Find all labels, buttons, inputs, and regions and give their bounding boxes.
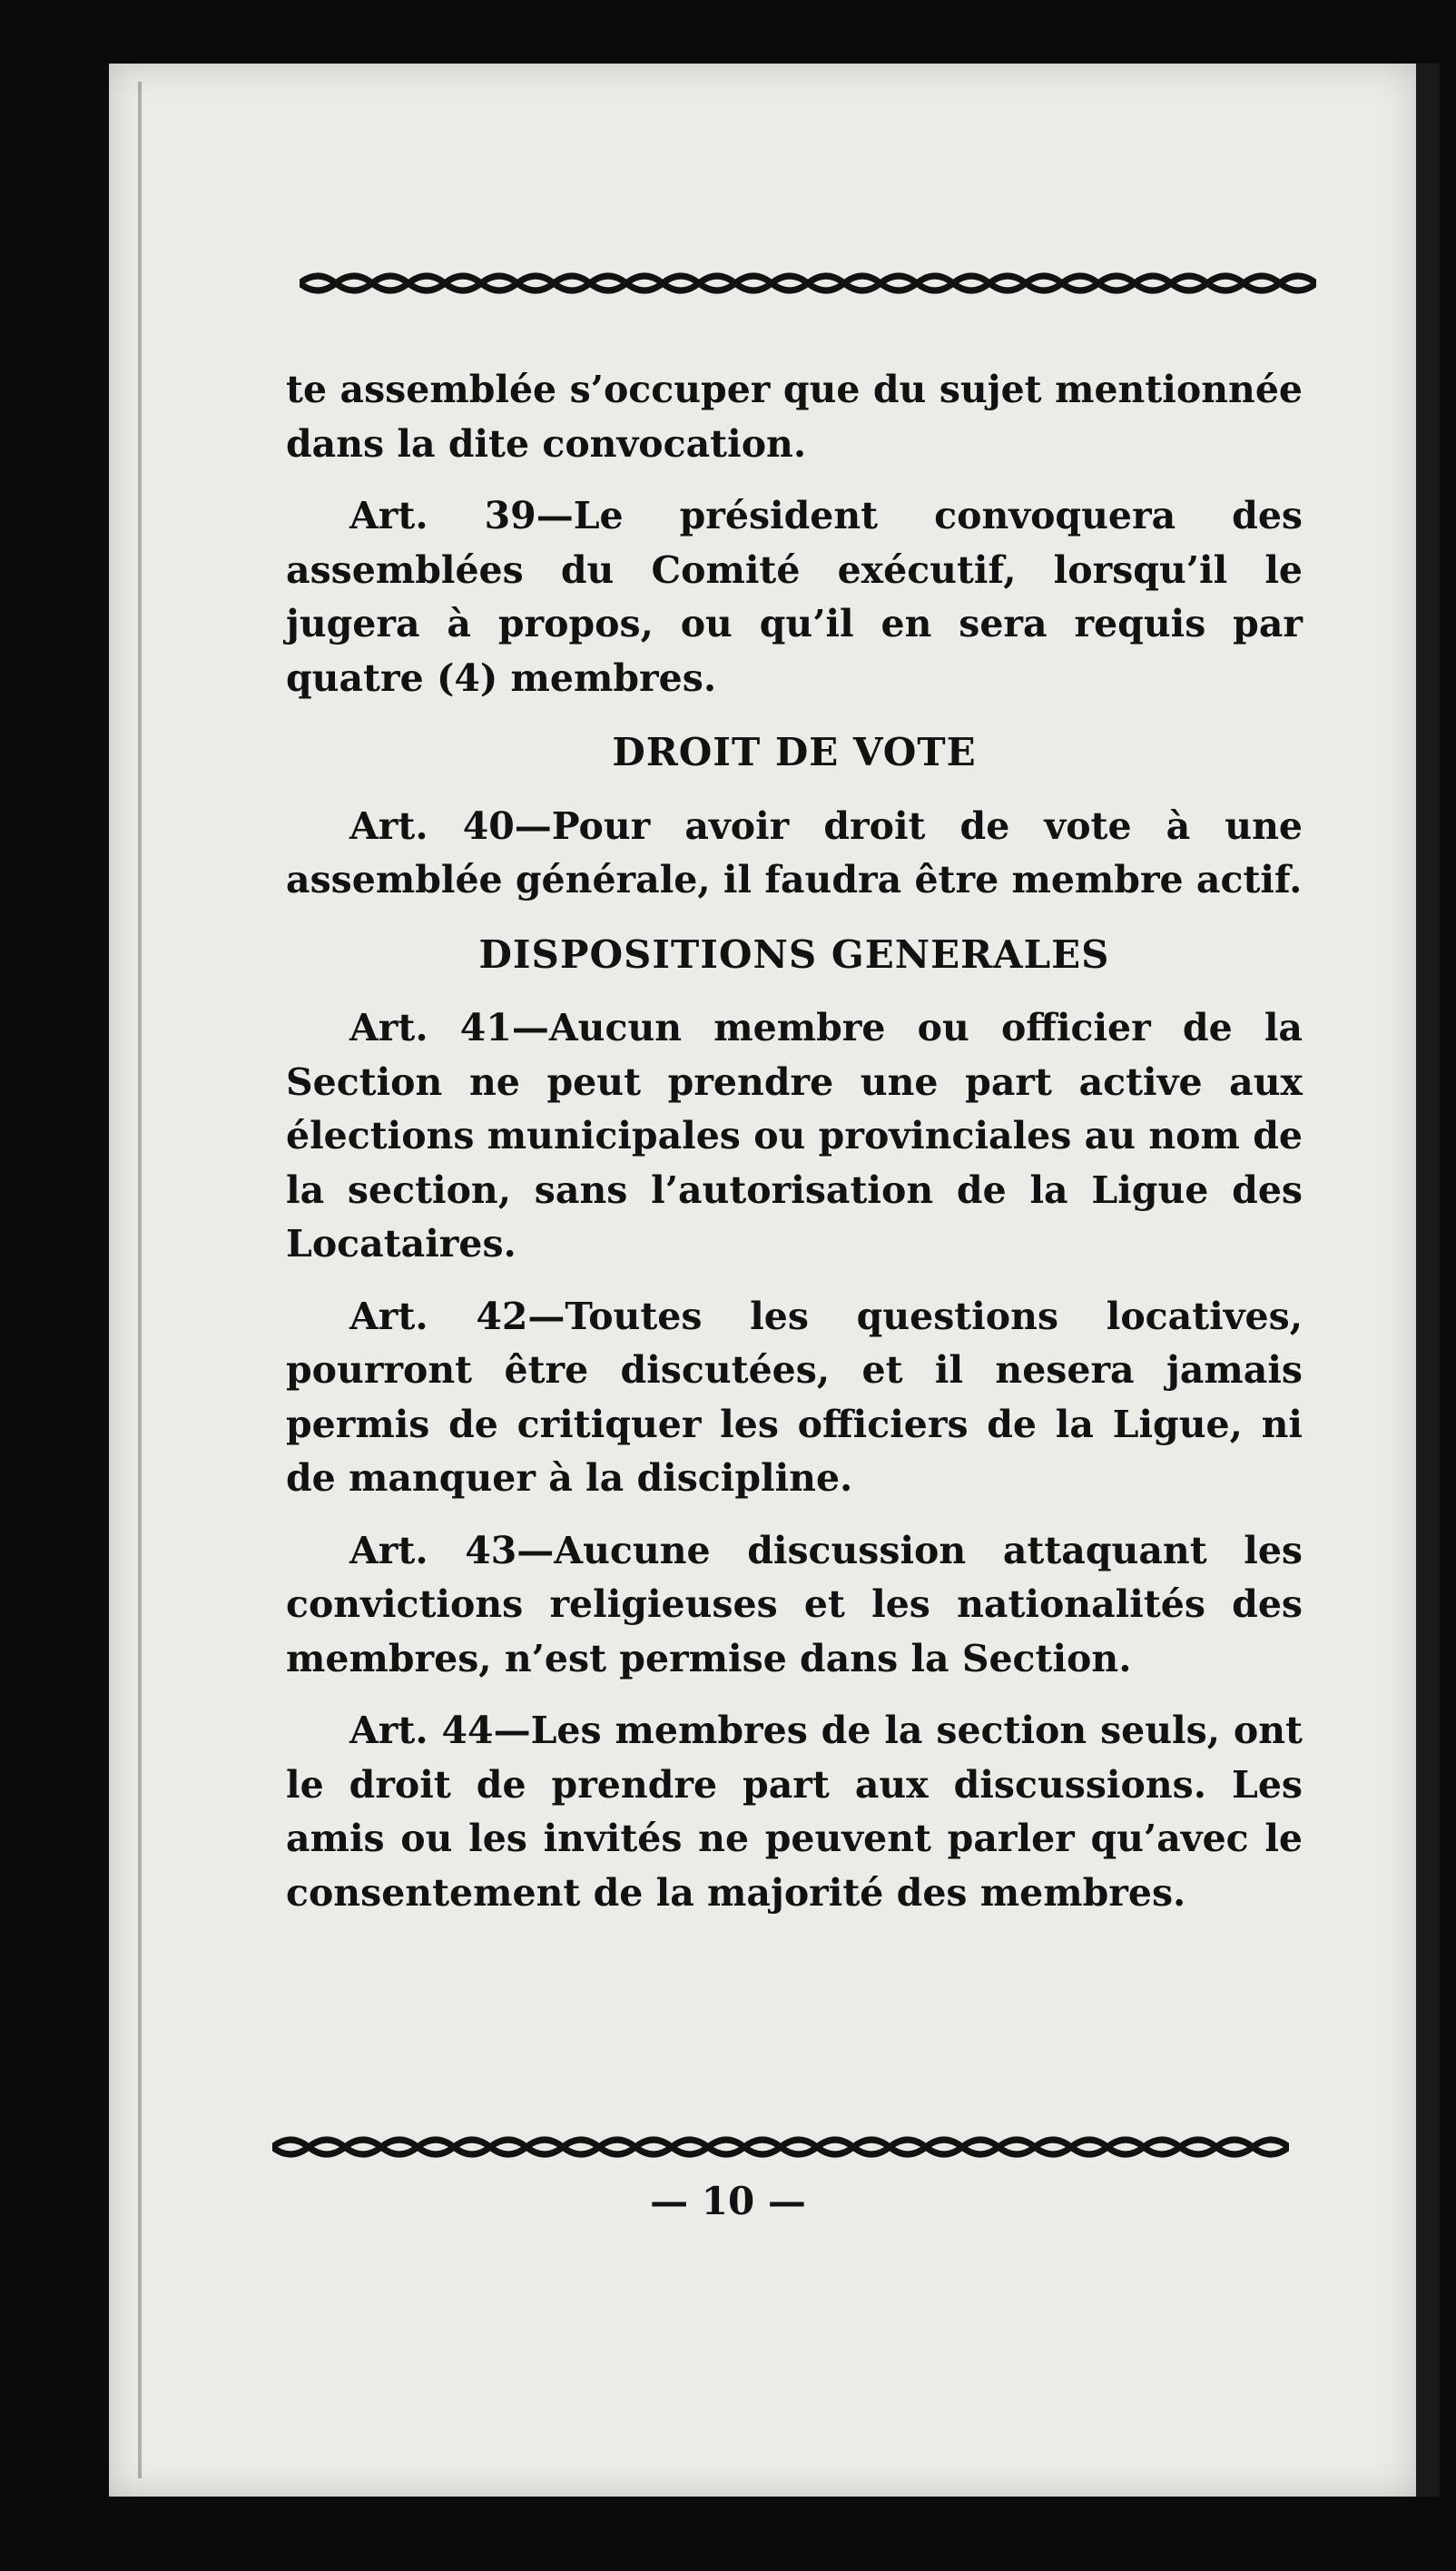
bottom-ornament-border <box>272 2129 1289 2165</box>
article-42: Art. 42—Toutes les questions locatives, pourront être discutées, et il nesera jamais permis de critiquer les officiers de la Ligue, ni de manquer à la discipline. <box>286 1294 1303 1500</box>
top-ornament-border <box>300 265 1316 301</box>
article-41: Art. 41—Aucun membre ou officier de la Section ne peut prendre une part active aux élections municipales ou provinciales au nom de la section, sans l’autorisation de la Ligue des Locataires. <box>286 1006 1303 1266</box>
page-edge-shadow <box>1416 64 1440 2497</box>
article-39: Art. 39—Le président convoquera des assemblées du Comité exécutif, lorsqu’il le jugera à propos, ou qu’il en sera requis par quatre (4) membres. <box>286 494 1303 700</box>
section-heading-dispositions-generales: DISPOSITIONS GENERALES <box>478 931 1110 977</box>
article-43: Art. 43—Aucune discussion attaquant les convictions religieuses et les nationalités des membres, n’est permise dans la Section. <box>286 1528 1303 1680</box>
article-40: Art. 40—Pour avoir droit de vote à une assemblée générale, il faudra être membre actif. <box>286 803 1303 901</box>
paragraph-continuation: te assemblée s’occuper que du sujet mentionnée dans la dite convocation. <box>286 368 1303 466</box>
section-heading-droit-de-vote: DROIT DE VOTE <box>612 730 977 774</box>
page-number: — 10 — <box>650 2179 806 2223</box>
article-44: Art. 44—Les membres de la section seuls, ont le droit de prendre part aux discussions. Les amis ou les invités ne peuvent parler qu’avec le consentement de la majorité des membres. <box>286 1709 1303 1915</box>
page-body-text <box>286 363 1303 1938</box>
page-gutter-line <box>138 82 142 2478</box>
